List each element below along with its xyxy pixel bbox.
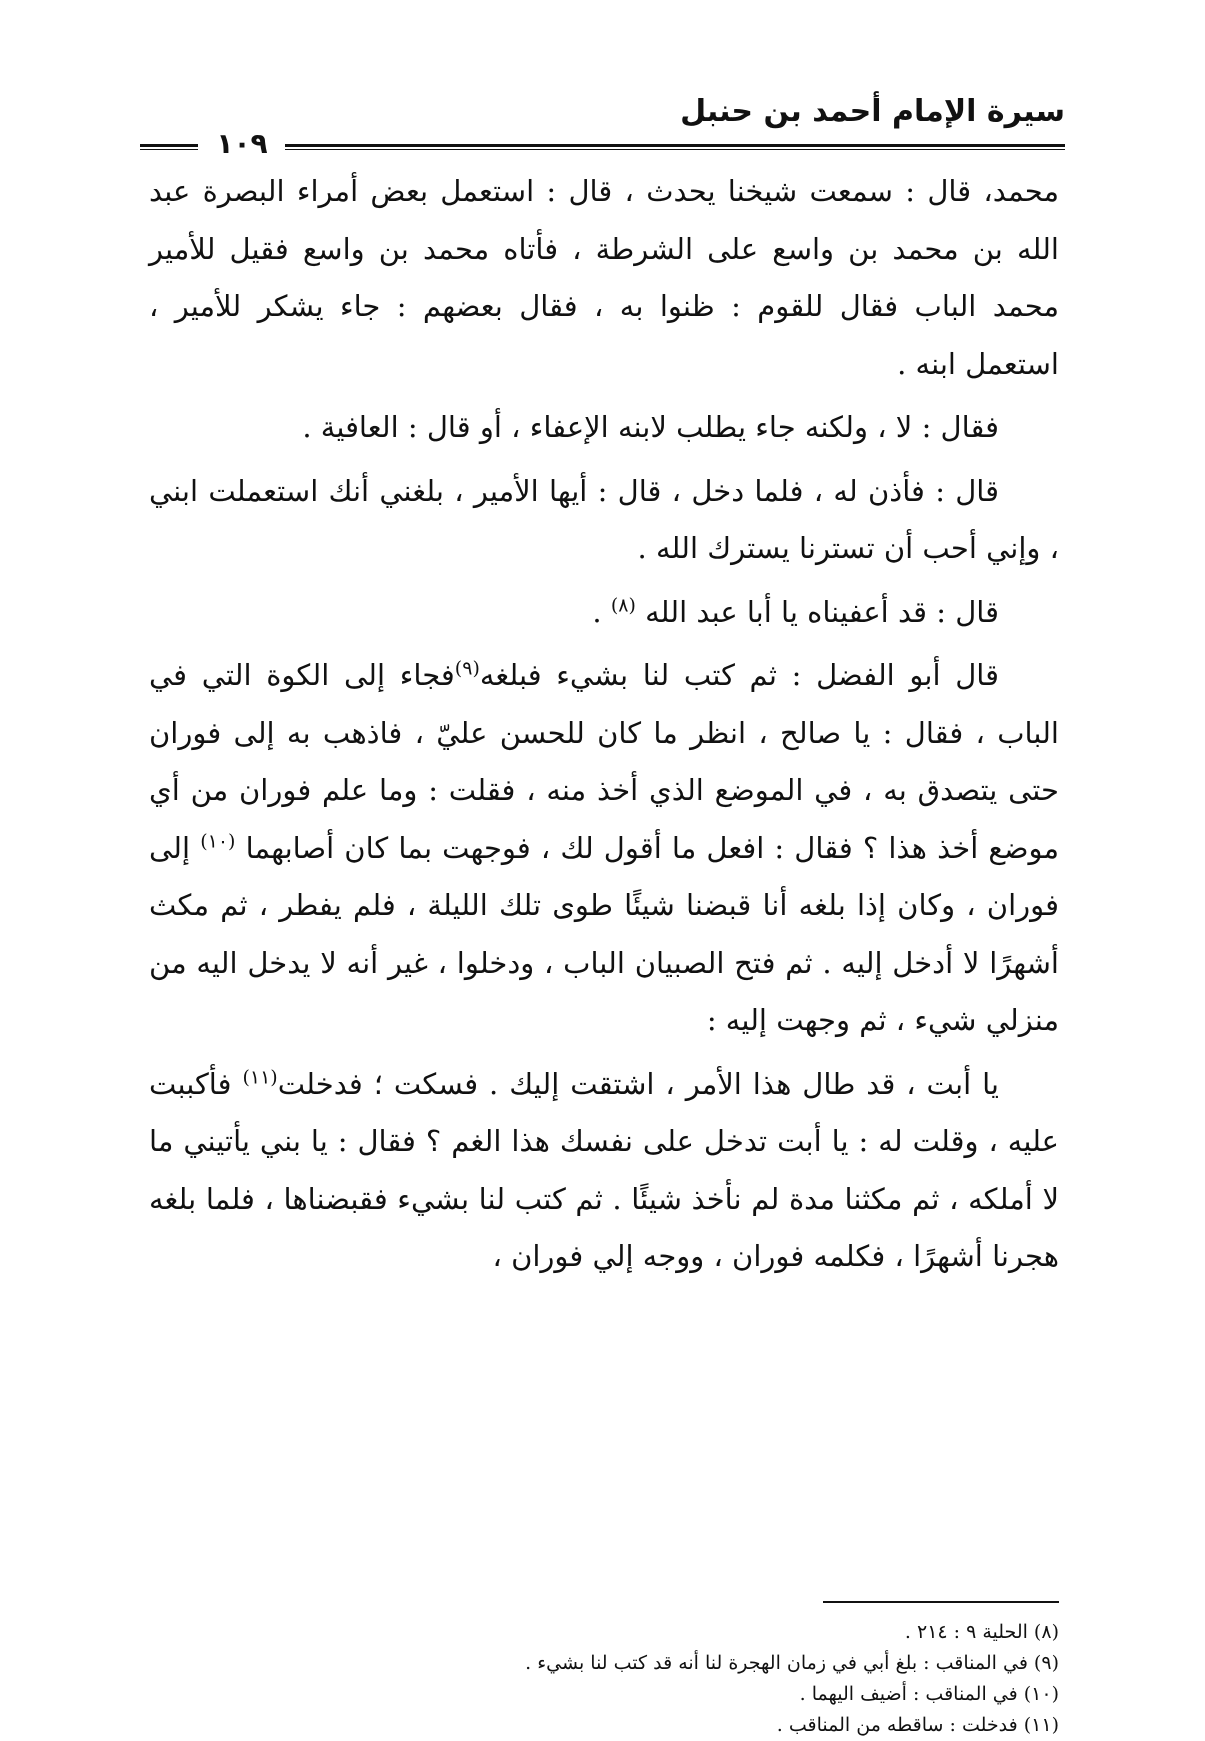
paragraph [149, 1056, 1059, 1286]
footnote-ref: (٨) [610, 593, 636, 616]
paragraph-text: فجاء إلى الكوة التي في الباب ، فقال : يا صالح ، انظر ما كان للحسن عليّ ، فاذهب به إلى فوران حتى يتصدق به ، في الموضع الذي أخذ منه ، فقلت : وما علم فوران من أي موضع أخذ هذا ؟ فقال : افعل ما أقول لك ، فوجهت بما كان أصابهما [149, 658, 1059, 865]
paragraph-text: قال أبو الفضل : ثم كتب لنا بشيء فبلغه [479, 658, 999, 692]
page-header [140, 92, 1065, 160]
paragraph: فقال : لا ، ولكنه جاء يطلب لابنه الإعفاء ، أو قال : العافية . [302, 410, 999, 444]
footnote-ref: (١٠) [200, 829, 236, 852]
footnote-ref: (١١) [242, 1065, 278, 1088]
page-number: ١٠٩ [202, 126, 282, 162]
paragraph-text: يا أبت ، قد طال هذا الأمر ، اشتقت إليك . فسكت ؛ فدخلت [277, 1066, 1000, 1101]
paragraph [149, 584, 1059, 642]
paragraph-text: قال : قد أعفيناه يا أبا عبد الله [645, 594, 999, 629]
footnotes [149, 1617, 1059, 1741]
footnote-ref: (٩) [454, 657, 480, 680]
paragraph: قال : فأذن له ، فلما دخل ، قال : أيها الأمير ، بلغني أنك استعملت ابني ، وإني أحب أن تسترنا يسترك الله . [149, 473, 1059, 565]
paragraph-text: . [592, 594, 611, 629]
header-rule-short [140, 144, 198, 150]
paragraph-text: فأكببت عليه ، وقلت له : يا أبت تدخل على نفسك هذا الغم ؟ فقال : يا بني يأتيني ما لا أملكه ، ثم مكثنا مدة لم نأخذ شيئًا . ثم كتب لنا بشيء فقبضناها ، فلما بلغه هجرنا أشهرًا ، فكلمه فوران ، ووجه إلي فوران ، [149, 1066, 1059, 1273]
main-text [149, 163, 1059, 1292]
footnote-separator [823, 1601, 1059, 1603]
running-title: سيرة الإمام أحمد بن حنبل [680, 94, 1065, 129]
paragraph-text: إلى فوران ، وكان إذا بلغه أنا قبضنا شيئًا طوى تلك الليلة ، فلم يفطر ، ثم مكث أشهرًا لا أدخل إليه . ثم فتح الصبيان الباب ، ودخلوا ، غير أنه لا يدخل اليه من منزلي شيء ، ثم وجهت إليه : [149, 830, 1059, 1037]
footnote: (٨) الحلية ٩ : ٢١٤ . [904, 1621, 1059, 1643]
footnote: (١١) فدخلت : ساقطه من المناقب . [776, 1714, 1059, 1736]
footnote: (٩) في المناقب : بلغ أبي في زمان الهجرة لنا أنه قد كتب لنا بشيء . [525, 1652, 1059, 1674]
footnote: (١٠) في المناقب : أضيف اليهما . [799, 1683, 1059, 1705]
paragraph [149, 647, 1059, 1050]
paragraph: محمد، قال : سمعت شيخنا يحدث ، قال : استعمل بعض أمراء البصرة عبد الله بن محمد بن واسع على الشرطة ، فأتاه محمد بن واسع فقيل للأمير محمد الباب فقال للقوم : ظنوا به ، فقال بعضهم : جاء يشكر للأمير ، استعمل ابنه . [149, 174, 1059, 381]
header-rule-long [285, 144, 1065, 150]
header-rule [140, 127, 1065, 160]
